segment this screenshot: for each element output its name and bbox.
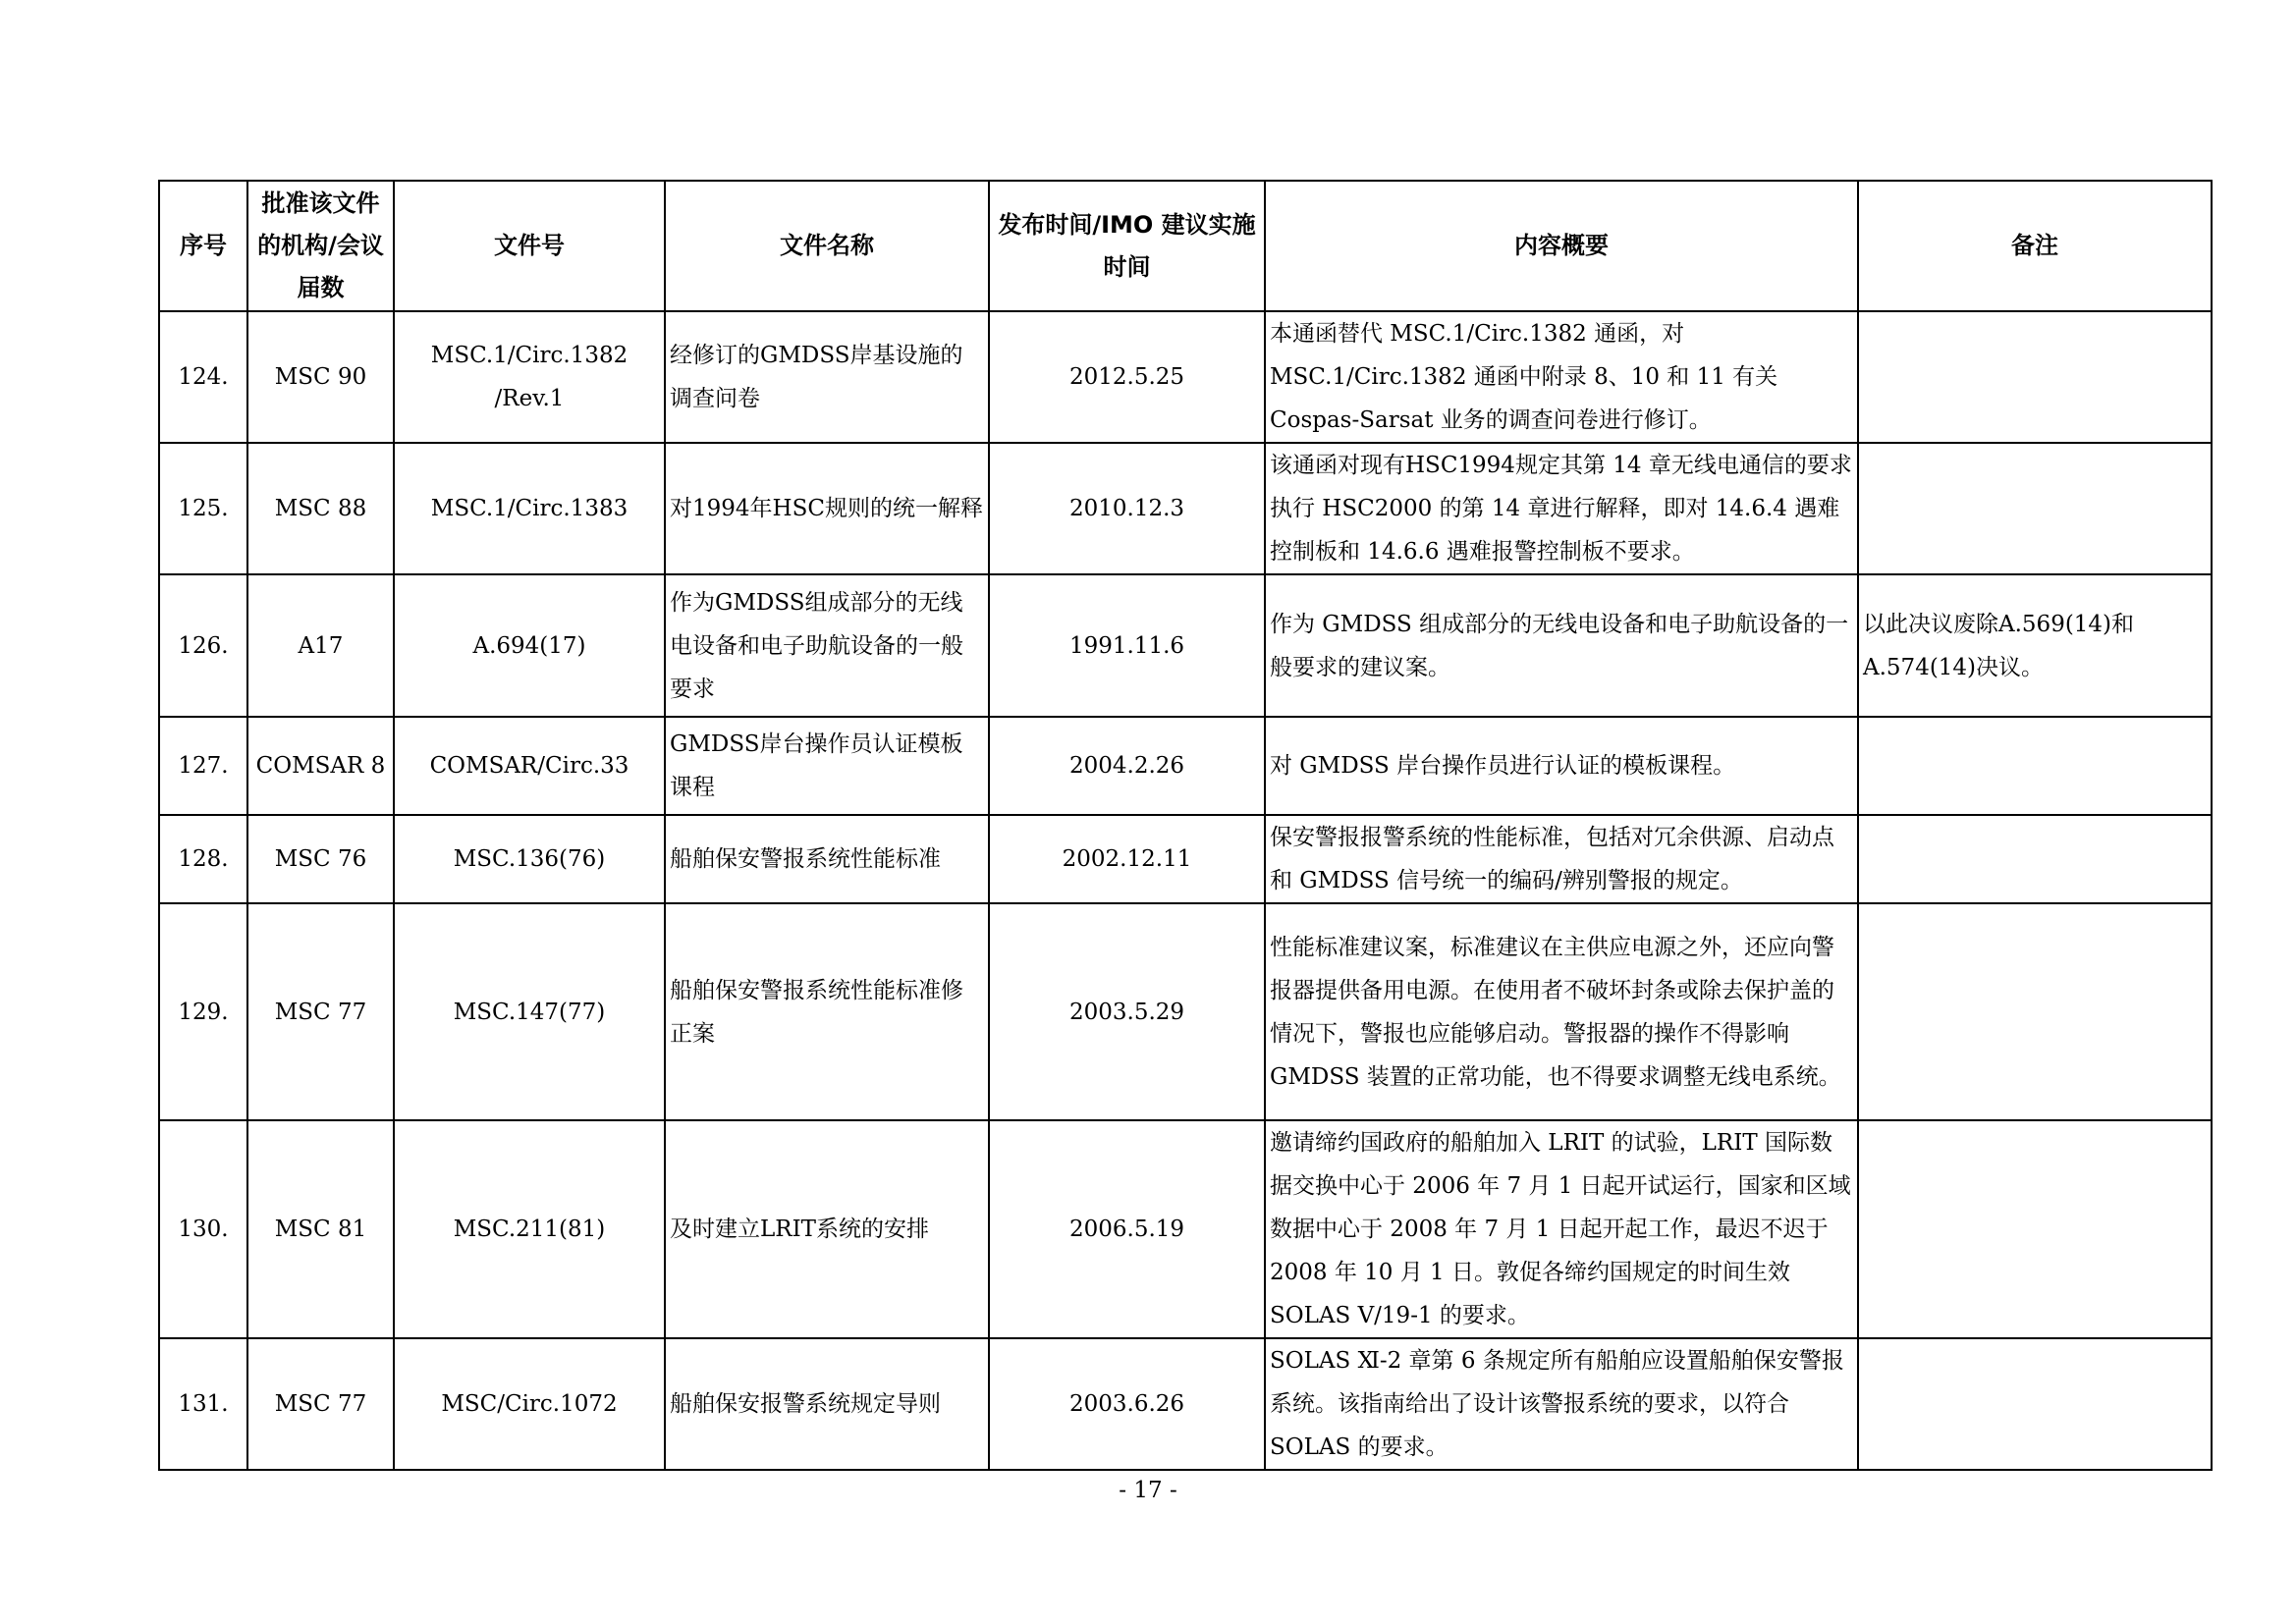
- cell-org: MSC 88: [247, 443, 394, 574]
- header-seq: 序号: [159, 181, 247, 311]
- page-number: - 17 -: [1119, 1478, 1177, 1503]
- cell-summary: 性能标准建议案，标准建议在主供应电源之外，还应向警报器提供备用电源。在使用者不破坏封条或除去保护盖的情况下，警报也应能够启动。警报器的操作不得影响 GMDSS 装置的正常功能，也不得要求调整无线电系统。: [1265, 903, 1858, 1120]
- cell-doc-name: 及时建立LRIT系统的安排: [665, 1120, 989, 1338]
- cell-note: [1858, 903, 2212, 1120]
- table-row: [159, 574, 2212, 717]
- cell-date: 2004.2.26: [989, 717, 1265, 815]
- table-row: [159, 311, 2212, 443]
- cell-doc-name: 对1994年HSC规则的统一解释: [665, 443, 989, 574]
- cell-note: [1858, 311, 2212, 443]
- table-row: [159, 903, 2212, 1120]
- table-row: [159, 717, 2212, 815]
- header-summary: 内容概要: [1265, 181, 1858, 311]
- cell-note: [1858, 1120, 2212, 1338]
- cell-date: 1991.11.6: [989, 574, 1265, 717]
- cell-org: MSC 77: [247, 1338, 394, 1470]
- cell-note: [1858, 1338, 2212, 1470]
- cell-note: [1858, 717, 2212, 815]
- cell-doc-name: 船舶保安警报系统性能标准: [665, 815, 989, 903]
- cell-org: MSC 77: [247, 903, 394, 1120]
- cell-note: 以此决议废除A.569(14)和A.574(14)决议。: [1858, 574, 2212, 717]
- cell-summary: 保安警报报警系统的性能标准，包括对冗余供源、启动点和 GMDSS 信号统一的编码/辨别警报的规定。: [1265, 815, 1858, 903]
- table-row: [159, 1120, 2212, 1338]
- cell-org: MSC 76: [247, 815, 394, 903]
- cell-summary: 本通函替代 MSC.1/Circ.1382 通函，对 MSC.1/Circ.1382 通函中附录 8、10 和 11 有关 Cospas-Sarsat 业务的调查问卷进行修订。: [1265, 311, 1858, 443]
- cell-doc-name: 船舶保安报警系统规定导则: [665, 1338, 989, 1470]
- header-row: [159, 181, 2212, 311]
- cell-doc-name: GMDSS岸台操作员认证模板课程: [665, 717, 989, 815]
- cell-doc-no: MSC/Circ.1072: [394, 1338, 665, 1470]
- cell-doc-no: MSC.211(81): [394, 1120, 665, 1338]
- cell-seq: 125.: [159, 443, 247, 574]
- cell-doc-no: A.694(17): [394, 574, 665, 717]
- cell-summary: 邀请缔约国政府的船舶加入 LRIT 的试验，LRIT 国际数据交换中心于 2006 年 7 月 1 日起开试运行，国家和区域数据中心于 2008 年 7 月 1 日起开起工作，最迟不迟于 2008 年 10 月 1 日。敦促各缔约国规定的时间生效 SOLAS V/19-1 的要求。: [1265, 1120, 1858, 1338]
- table-row: [159, 443, 2212, 574]
- cell-date: 2003.5.29: [989, 903, 1265, 1120]
- table-row: [159, 815, 2212, 903]
- cell-summary: 作为 GMDSS 组成部分的无线电设备和电子助航设备的一般要求的建议案。: [1265, 574, 1858, 717]
- header-doc-name: 文件名称: [665, 181, 989, 311]
- cell-summary: 该通函对现有HSC1994规定其第 14 章无线电通信的要求执行 HSC2000 的第 14 章进行解释，即对 14.6.4 遇难控制板和 14.6.6 遇难报警控制板不要求。: [1265, 443, 1858, 574]
- cell-seq: 131.: [159, 1338, 247, 1470]
- cell-seq: 127.: [159, 717, 247, 815]
- cell-date: 2010.12.3: [989, 443, 1265, 574]
- cell-doc-no: MSC.1/Circ.1382 /Rev.1: [394, 311, 665, 443]
- cell-doc-name: 船舶保安警报系统性能标准修正案: [665, 903, 989, 1120]
- cell-doc-no: MSC.136(76): [394, 815, 665, 903]
- cell-seq: 130.: [159, 1120, 247, 1338]
- cell-doc-name: 经修订的GMDSS岸基设施的调查问卷: [665, 311, 989, 443]
- header-doc-no: 文件号: [394, 181, 665, 311]
- header-org: 批准该文件的机构/会议届数: [247, 181, 394, 311]
- cell-org: COMSAR 8: [247, 717, 394, 815]
- cell-note: [1858, 443, 2212, 574]
- cell-org: MSC 81: [247, 1120, 394, 1338]
- cell-seq: 124.: [159, 311, 247, 443]
- cell-org: MSC 90: [247, 311, 394, 443]
- header-note: 备注: [1858, 181, 2212, 311]
- cell-org: A17: [247, 574, 394, 717]
- table-row: [159, 1338, 2212, 1470]
- cell-doc-no: COMSAR/Circ.33: [394, 717, 665, 815]
- cell-seq: 129.: [159, 903, 247, 1120]
- cell-seq: 126.: [159, 574, 247, 717]
- cell-date: 2006.5.19: [989, 1120, 1265, 1338]
- header-date: 发布时间/IMO 建议实施时间: [989, 181, 1265, 311]
- cell-date: 2002.12.11: [989, 815, 1265, 903]
- cell-seq: 128.: [159, 815, 247, 903]
- cell-note: [1858, 815, 2212, 903]
- cell-doc-no: MSC.1/Circ.1383: [394, 443, 665, 574]
- cell-date: 2003.6.26: [989, 1338, 1265, 1470]
- cell-date: 2012.5.25: [989, 311, 1265, 443]
- cell-doc-name: 作为GMDSS组成部分的无线电设备和电子助航设备的一般要求: [665, 574, 989, 717]
- cell-doc-no: MSC.147(77): [394, 903, 665, 1120]
- cell-summary: 对 GMDSS 岸台操作员进行认证的模板课程。: [1265, 717, 1858, 815]
- cell-summary: SOLAS Ⅺ-2 章第 6 条规定所有船舶应设置船舶保安警报系统。该指南给出了设计该警报系统的要求，以符合 SOLAS 的要求。: [1265, 1338, 1858, 1470]
- regulations-table: [158, 180, 2213, 1471]
